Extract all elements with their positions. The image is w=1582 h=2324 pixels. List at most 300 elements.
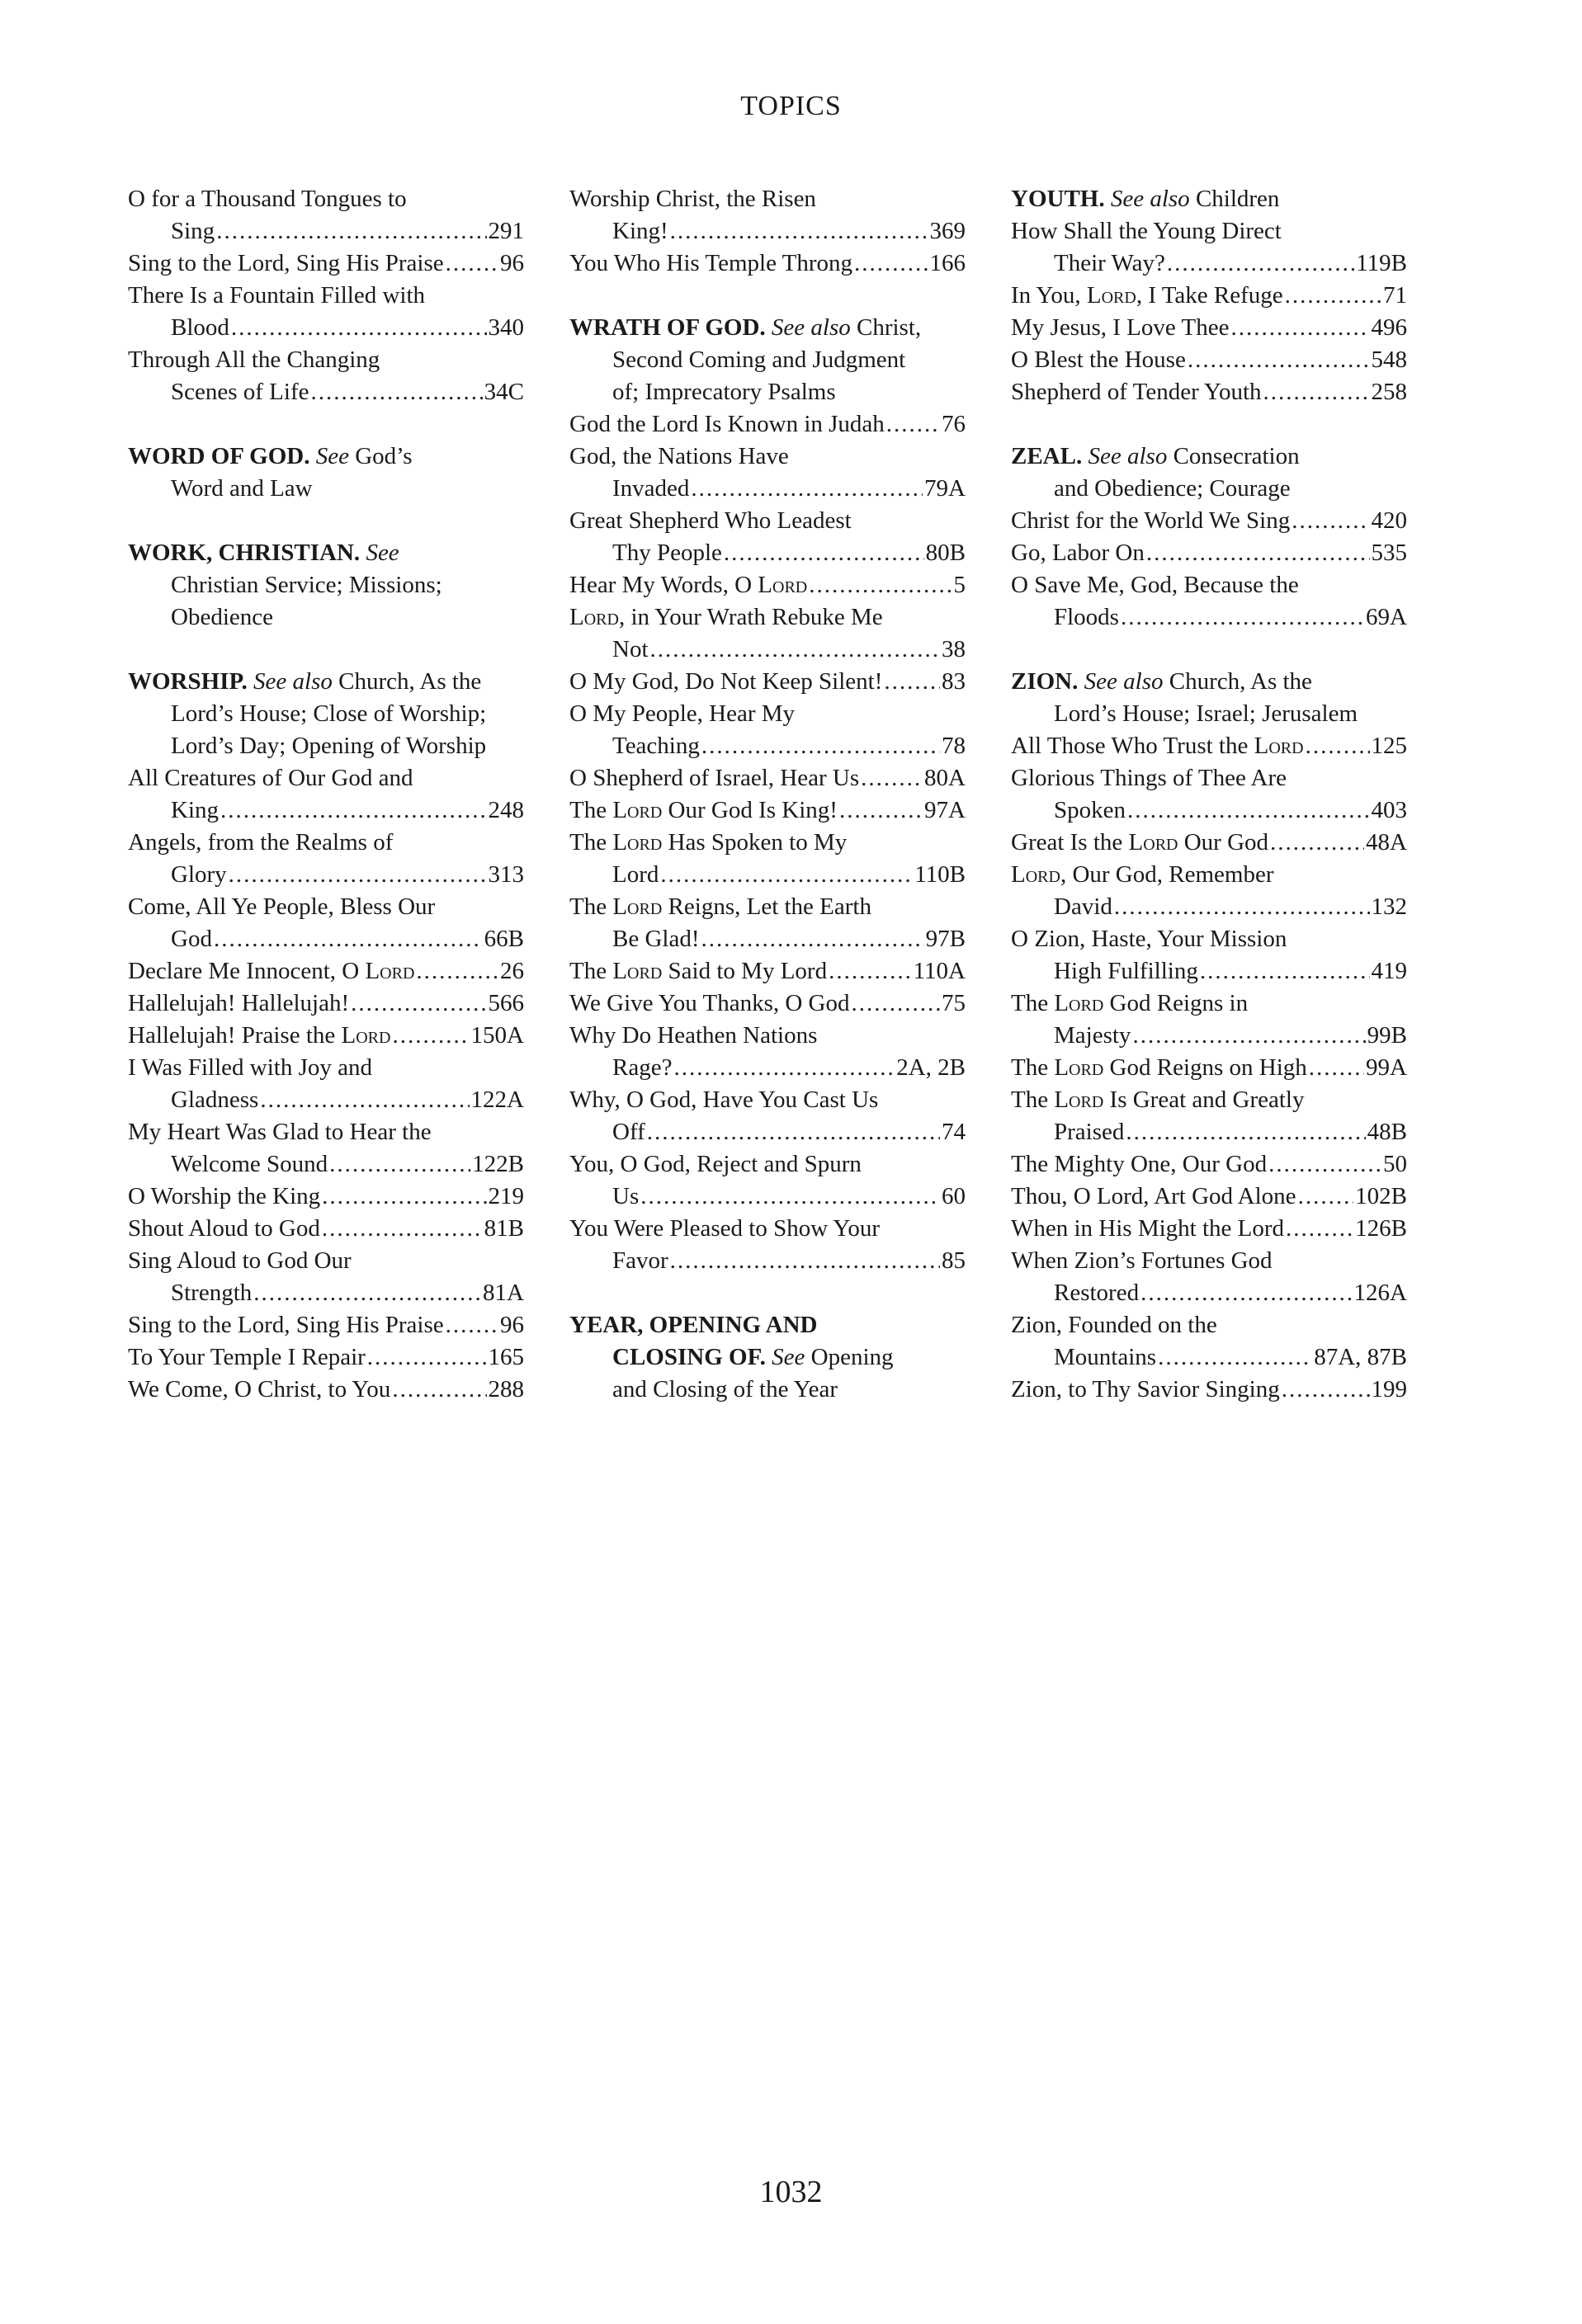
hymn-number: 535 xyxy=(1371,540,1407,566)
dot-leader xyxy=(446,1309,498,1341)
hymn-number: 66B xyxy=(484,926,524,952)
entry-title xyxy=(1011,827,1268,859)
index-text-line xyxy=(569,1084,966,1116)
index-text-line xyxy=(1011,569,1407,601)
hymn-number: 369 xyxy=(929,218,966,244)
topic-heading: ZION. xyxy=(1011,668,1079,695)
index-entry xyxy=(1011,891,1407,923)
text-segment: The xyxy=(1011,990,1055,1016)
index-entry xyxy=(1011,1052,1407,1084)
text-segment: The xyxy=(569,958,613,984)
text-segment: Come, All Ye People, Bless Our xyxy=(128,893,436,920)
text-segment: Sing to the Lord, Sing His Praise xyxy=(128,1312,444,1338)
index-entry xyxy=(569,988,966,1020)
index-entry xyxy=(128,247,524,280)
dot-leader xyxy=(1126,1116,1365,1148)
text-segment: Lord’s Day; Opening of Worship xyxy=(171,733,487,759)
entry-title xyxy=(1011,537,1145,569)
topic-heading: WORK, CHRISTIAN. xyxy=(128,540,361,566)
dot-leader xyxy=(322,1213,483,1245)
entry-title xyxy=(171,1148,328,1181)
text-segment: Glorious Things of Thee Are xyxy=(1011,765,1287,791)
text-segment: Welcome Sound xyxy=(171,1151,328,1177)
entry-title xyxy=(569,762,859,794)
index-entry xyxy=(1011,601,1407,634)
text-segment: Lord xyxy=(612,958,663,984)
topic-heading: YEAR, OPENING AND xyxy=(569,1312,818,1338)
dot-leader xyxy=(1146,537,1370,569)
text-segment xyxy=(766,314,772,341)
hymn-number: 80B xyxy=(925,540,966,566)
hymn-number: 38 xyxy=(942,636,966,662)
text-segment: We Give You Thanks, O God xyxy=(569,990,850,1016)
entry-title xyxy=(612,859,659,891)
topic-heading: ZEAL. xyxy=(1011,443,1083,469)
text-segment: God the Lord Is Known in Judah xyxy=(569,411,885,437)
text-segment: O Zion, Haste, Your Mission xyxy=(1011,926,1287,952)
dot-leader xyxy=(416,955,498,988)
dot-leader xyxy=(724,537,924,569)
entry-title xyxy=(612,215,668,247)
topic-heading: WORSHIP. xyxy=(128,668,248,695)
entry-title xyxy=(171,376,309,408)
index-text-line xyxy=(569,376,966,408)
entry-title xyxy=(128,955,414,988)
hymn-number: 50 xyxy=(1383,1151,1407,1177)
text-segment: Second Coming and Judgment xyxy=(612,346,906,373)
index-text-line xyxy=(128,698,524,730)
dot-leader xyxy=(839,794,923,827)
text-segment: Lord xyxy=(612,893,663,920)
index-entry xyxy=(569,794,966,827)
hymn-number: 132 xyxy=(1371,893,1407,920)
text-segment: Restored xyxy=(1054,1280,1140,1306)
entry-title xyxy=(171,1084,258,1116)
text-segment: Sing xyxy=(171,218,215,244)
text-segment: My Heart Was Glad to Hear the xyxy=(128,1119,432,1145)
hymn-number: 74 xyxy=(942,1119,966,1145)
text-segment: of; Imprecatory Psalms xyxy=(612,379,836,405)
index-entry xyxy=(128,1084,524,1116)
text-segment: Hallelujah! Hallelujah! xyxy=(128,990,350,1016)
entry-title xyxy=(569,988,850,1020)
index-text-line xyxy=(128,1245,524,1277)
text-segment: Lord xyxy=(1086,282,1136,309)
dot-leader xyxy=(392,1020,469,1052)
text-segment: O Shepherd of Israel, Hear Us xyxy=(569,765,860,791)
text-segment xyxy=(309,443,315,469)
text-segment: You Who His Temple Throng xyxy=(569,250,853,276)
text-segment: Christian Service; Missions; xyxy=(171,572,442,598)
index-text-line xyxy=(569,344,966,376)
index-entry xyxy=(569,923,966,955)
text-segment: Lord’s House; Close of Worship; xyxy=(171,700,487,727)
index-entry xyxy=(1011,1374,1407,1406)
index-entry xyxy=(569,569,966,601)
hymn-number: 80A xyxy=(924,765,966,791)
text-segment: Has Spoken to My xyxy=(662,829,848,856)
text-segment: Lord xyxy=(1054,1054,1104,1081)
see-reference: See also xyxy=(771,314,851,341)
index-text-line xyxy=(569,698,966,730)
text-segment: Majesty xyxy=(1054,1022,1131,1049)
index-entry xyxy=(1011,1020,1407,1052)
dot-leader xyxy=(701,730,940,762)
text-segment: Mountains xyxy=(1054,1344,1157,1370)
text-segment: O My God, Do Not Keep Silent! xyxy=(569,668,883,695)
index-entry xyxy=(128,1148,524,1181)
text-segment xyxy=(248,668,253,695)
index-text-line xyxy=(569,441,966,473)
text-segment: Lord xyxy=(758,572,808,598)
index-entry xyxy=(128,1181,524,1213)
index-entry xyxy=(1011,247,1407,280)
section-spacer xyxy=(569,280,966,312)
index-entry xyxy=(128,215,524,247)
text-segment: Lord xyxy=(612,861,659,888)
index-entry xyxy=(128,1309,524,1341)
dot-leader xyxy=(1263,376,1370,408)
index-text-line xyxy=(128,1116,524,1148)
hymn-number: 150A xyxy=(470,1022,524,1049)
index-entry xyxy=(569,634,966,666)
entry-title xyxy=(612,1181,639,1213)
dot-leader xyxy=(1270,827,1364,859)
hymn-number: 340 xyxy=(488,314,524,341)
topic-heading: WRATH OF GOD. xyxy=(569,314,766,341)
text-segment: Thy People xyxy=(612,540,722,566)
entry-title xyxy=(1054,601,1119,634)
entry-title xyxy=(171,1277,252,1309)
text-segment: Our God xyxy=(1178,829,1269,856)
text-segment: You Were Pleased to Show Your xyxy=(569,1215,881,1242)
hymn-number: 248 xyxy=(488,797,524,823)
hymn-number: 75 xyxy=(942,990,966,1016)
index-text-line xyxy=(128,666,524,698)
index-text-line xyxy=(569,505,966,537)
hymn-number: 87A, 87B xyxy=(1314,1344,1407,1370)
section-spacer xyxy=(128,634,524,666)
hymn-number: 119B xyxy=(1356,250,1407,276)
text-segment: Christ, xyxy=(850,314,922,341)
entry-title xyxy=(171,312,229,344)
index-text-line xyxy=(128,730,524,762)
see-reference: See xyxy=(772,1344,805,1370)
index-entry xyxy=(1011,1213,1407,1245)
entry-title xyxy=(171,215,215,247)
hymn-number: 96 xyxy=(500,1312,524,1338)
text-segment: Invaded xyxy=(612,475,690,502)
text-segment: King xyxy=(171,797,219,823)
text-segment: Their Way? xyxy=(1054,250,1165,276)
text-segment: Blood xyxy=(171,314,229,341)
index-text-line xyxy=(128,344,524,376)
text-segment: Said to My Lord xyxy=(662,958,828,984)
text-segment: There Is a Fountain Filled with xyxy=(128,282,426,309)
index-entry xyxy=(1011,1181,1407,1213)
text-segment: Lord xyxy=(612,797,663,823)
dot-leader xyxy=(673,1052,895,1084)
text-segment: Declare Me Innocent, O xyxy=(128,958,366,984)
dot-leader xyxy=(886,408,940,441)
index-entry xyxy=(128,1374,524,1406)
text-segment: Why, O God, Have You Cast Us xyxy=(569,1087,879,1113)
text-segment: , I Take Refuge xyxy=(1136,282,1283,309)
entry-title xyxy=(1054,794,1126,827)
dot-leader xyxy=(322,1181,486,1213)
entry-title xyxy=(612,1052,672,1084)
index-text-line xyxy=(569,827,966,859)
index-entry xyxy=(128,988,524,1020)
hymn-number: 69A xyxy=(1366,604,1407,630)
text-segment: Lord xyxy=(569,604,619,630)
index-entry xyxy=(569,859,966,891)
entry-title xyxy=(1054,1116,1124,1148)
dot-leader xyxy=(1140,1277,1352,1309)
hymn-number: 85 xyxy=(942,1247,966,1274)
entry-title xyxy=(128,1309,444,1341)
hymn-number: 34C xyxy=(484,379,524,405)
dot-leader xyxy=(311,376,483,408)
text-segment: , Our God, Remember xyxy=(1060,861,1274,888)
text-segment: Be Glad! xyxy=(612,926,700,952)
text-segment: God, the Nations Have xyxy=(569,443,789,469)
index-text-line xyxy=(128,569,524,601)
dot-leader xyxy=(660,859,913,891)
index-text-line xyxy=(1011,988,1407,1020)
index-entry xyxy=(128,955,524,988)
index-entry xyxy=(569,762,966,794)
section-spacer xyxy=(1011,634,1407,666)
text-segment: Zion, Founded on the xyxy=(1011,1312,1217,1338)
entry-title xyxy=(612,1116,645,1148)
index-entry xyxy=(1011,312,1407,344)
index-text-line xyxy=(1011,698,1407,730)
index-entry xyxy=(1011,344,1407,376)
entry-title xyxy=(612,730,700,762)
dot-leader xyxy=(647,1116,940,1148)
hymn-number: 81A xyxy=(483,1280,524,1306)
text-segment: , in Your Wrath Rebuke Me xyxy=(618,604,883,630)
hymn-number: 102B xyxy=(1355,1183,1407,1209)
text-segment: Glory xyxy=(171,861,227,888)
dot-leader xyxy=(809,569,952,601)
hymn-number: 2A, 2B xyxy=(896,1054,966,1081)
index-text-line xyxy=(569,1148,966,1181)
index-entry xyxy=(569,666,966,698)
entry-title xyxy=(569,794,838,827)
index-text-line xyxy=(128,183,524,215)
text-segment: Rage? xyxy=(612,1054,673,1081)
text-segment: We Come, O Christ, to You xyxy=(128,1376,391,1402)
hymn-number: 60 xyxy=(942,1183,966,1209)
dot-leader xyxy=(1309,1052,1364,1084)
index-entry xyxy=(569,1245,966,1277)
text-segment: Shout Aloud to God xyxy=(128,1215,320,1242)
dot-leader xyxy=(1167,247,1354,280)
hymn-number: 258 xyxy=(1371,379,1407,405)
text-segment: Christ for the World We Sing xyxy=(1011,507,1291,534)
entry-title xyxy=(128,1213,320,1245)
index-entry xyxy=(569,537,966,569)
index-text-line xyxy=(128,441,524,473)
text-segment: Not xyxy=(612,636,649,662)
see-reference: See also xyxy=(1110,186,1190,212)
dot-leader xyxy=(1188,344,1370,376)
text-segment: Opening xyxy=(805,1344,894,1370)
hymn-number: 166 xyxy=(929,250,966,276)
index-text-line xyxy=(128,827,524,859)
text-segment: I Was Filled with Joy and xyxy=(128,1054,372,1081)
index-entry xyxy=(128,1277,524,1309)
entry-title xyxy=(1011,1148,1267,1181)
index-text-line xyxy=(1011,666,1407,698)
entry-title xyxy=(1011,1052,1307,1084)
hymn-number: 313 xyxy=(488,861,524,888)
dot-leader xyxy=(640,1181,940,1213)
entry-title xyxy=(128,247,444,280)
text-segment: and Closing of the Year xyxy=(612,1376,838,1402)
dot-leader xyxy=(1282,1374,1370,1406)
entry-title xyxy=(128,1341,366,1374)
text-segment: Lord xyxy=(1011,861,1060,888)
text-segment: The xyxy=(569,893,613,920)
dot-leader xyxy=(367,1341,487,1374)
text-segment xyxy=(1105,186,1111,212)
entry-title xyxy=(1054,891,1112,923)
text-segment: King! xyxy=(612,218,668,244)
index-text-line xyxy=(128,1052,524,1084)
text-segment: Church, As the xyxy=(332,668,482,695)
dot-leader xyxy=(1298,1181,1354,1213)
index-text-line xyxy=(128,473,524,505)
entry-title xyxy=(128,1181,320,1213)
text-segment: O My People, Hear My xyxy=(569,700,796,727)
index-entry xyxy=(569,955,966,988)
text-segment: The xyxy=(569,829,613,856)
index-text-line xyxy=(1011,1084,1407,1116)
entry-title xyxy=(1054,1020,1131,1052)
hymn-number: 219 xyxy=(488,1183,524,1209)
entry-title xyxy=(128,1374,390,1406)
entry-title xyxy=(612,634,649,666)
text-segment: Great Is the xyxy=(1011,829,1129,856)
index-column-2 xyxy=(569,183,966,1406)
dot-leader xyxy=(231,312,487,344)
index-entry xyxy=(1011,505,1407,537)
dot-leader xyxy=(691,473,923,505)
entry-title xyxy=(569,247,852,280)
entry-title xyxy=(569,569,807,601)
text-segment: Great Shepherd Who Leadest xyxy=(569,507,852,534)
dot-leader xyxy=(884,666,940,698)
index-text-line xyxy=(569,1309,966,1341)
text-segment: Lord’s House; Israel; Jerusalem xyxy=(1054,700,1358,727)
text-segment: All Creatures of Our God and xyxy=(128,765,413,791)
dot-leader xyxy=(253,1277,481,1309)
text-segment: The Mighty One, Our God xyxy=(1011,1151,1268,1177)
text-segment: Lord xyxy=(1128,829,1178,856)
index-text-line xyxy=(128,280,524,312)
hymn-number: 420 xyxy=(1371,507,1407,534)
dot-leader xyxy=(650,634,941,666)
entry-title xyxy=(128,988,349,1020)
text-segment xyxy=(1078,668,1084,695)
index-text-line xyxy=(1011,1245,1407,1277)
text-segment: Word and Law xyxy=(171,475,313,502)
text-segment: Lord xyxy=(1054,990,1104,1016)
dot-leader xyxy=(214,923,483,955)
index-entry xyxy=(1011,537,1407,569)
text-segment: Is Great and Greatly xyxy=(1103,1087,1305,1113)
text-segment: To Your Temple I Repair xyxy=(128,1344,366,1370)
index-entry xyxy=(1011,376,1407,408)
text-segment: You, O God, Reject and Spurn xyxy=(569,1151,862,1177)
index-entry xyxy=(128,794,524,827)
hymn-number: 79A xyxy=(924,475,966,502)
index-entry xyxy=(128,376,524,408)
text-segment: Spoken xyxy=(1054,797,1126,823)
text-segment: Children xyxy=(1189,186,1280,212)
page-number: 1032 xyxy=(759,2175,823,2209)
index-text-line xyxy=(569,1020,966,1052)
hymn-number: 122A xyxy=(470,1087,524,1113)
index-text-line xyxy=(569,183,966,215)
index-text-line xyxy=(1011,215,1407,247)
index-column-3 xyxy=(1011,183,1407,1406)
text-segment: When in His Might the Lord xyxy=(1011,1215,1285,1242)
index-entry xyxy=(1011,1277,1407,1309)
text-segment: Hear My Words, O xyxy=(569,572,758,598)
entry-title xyxy=(171,794,219,827)
entry-title xyxy=(612,1245,668,1277)
entry-title xyxy=(1011,344,1186,376)
hymn-number: 126A xyxy=(1353,1280,1407,1306)
hymn-number: 97B xyxy=(925,926,966,952)
dot-leader xyxy=(220,794,487,827)
dot-leader xyxy=(329,1148,470,1181)
topic-heading: CLOSING OF. xyxy=(612,1344,766,1370)
index-text-line xyxy=(569,891,966,923)
index-text-line xyxy=(569,312,966,344)
text-segment: Scenes of Life xyxy=(171,379,309,405)
index-text-line xyxy=(1011,923,1407,955)
see-reference: See also xyxy=(1088,443,1168,469)
hymn-number: 199 xyxy=(1371,1376,1407,1402)
dot-leader xyxy=(670,1245,940,1277)
see-reference: See also xyxy=(1084,668,1164,695)
see-reference: See xyxy=(366,540,399,566)
index-text-line xyxy=(1011,859,1407,891)
text-segment: O for a Thousand Tongues to xyxy=(128,186,407,212)
text-segment: O Worship the King xyxy=(128,1183,321,1209)
hymn-number: 125 xyxy=(1371,733,1407,759)
hymn-number: 71 xyxy=(1383,282,1407,309)
text-segment: All Those Who Trust the xyxy=(1011,733,1254,759)
text-segment: My Jesus, I Love Thee xyxy=(1011,314,1230,341)
index-entry xyxy=(569,1181,966,1213)
hymn-number: 165 xyxy=(488,1344,524,1370)
text-segment: Lord xyxy=(341,1022,391,1049)
index-entry xyxy=(1011,1341,1407,1374)
text-segment: Praised xyxy=(1054,1119,1125,1145)
text-segment: Sing Aloud to God Our xyxy=(128,1247,352,1274)
section-spacer xyxy=(128,505,524,537)
dot-leader xyxy=(1286,1213,1353,1245)
entry-title xyxy=(612,473,689,505)
entry-title xyxy=(1011,730,1304,762)
hymn-number: 48B xyxy=(1367,1119,1407,1145)
